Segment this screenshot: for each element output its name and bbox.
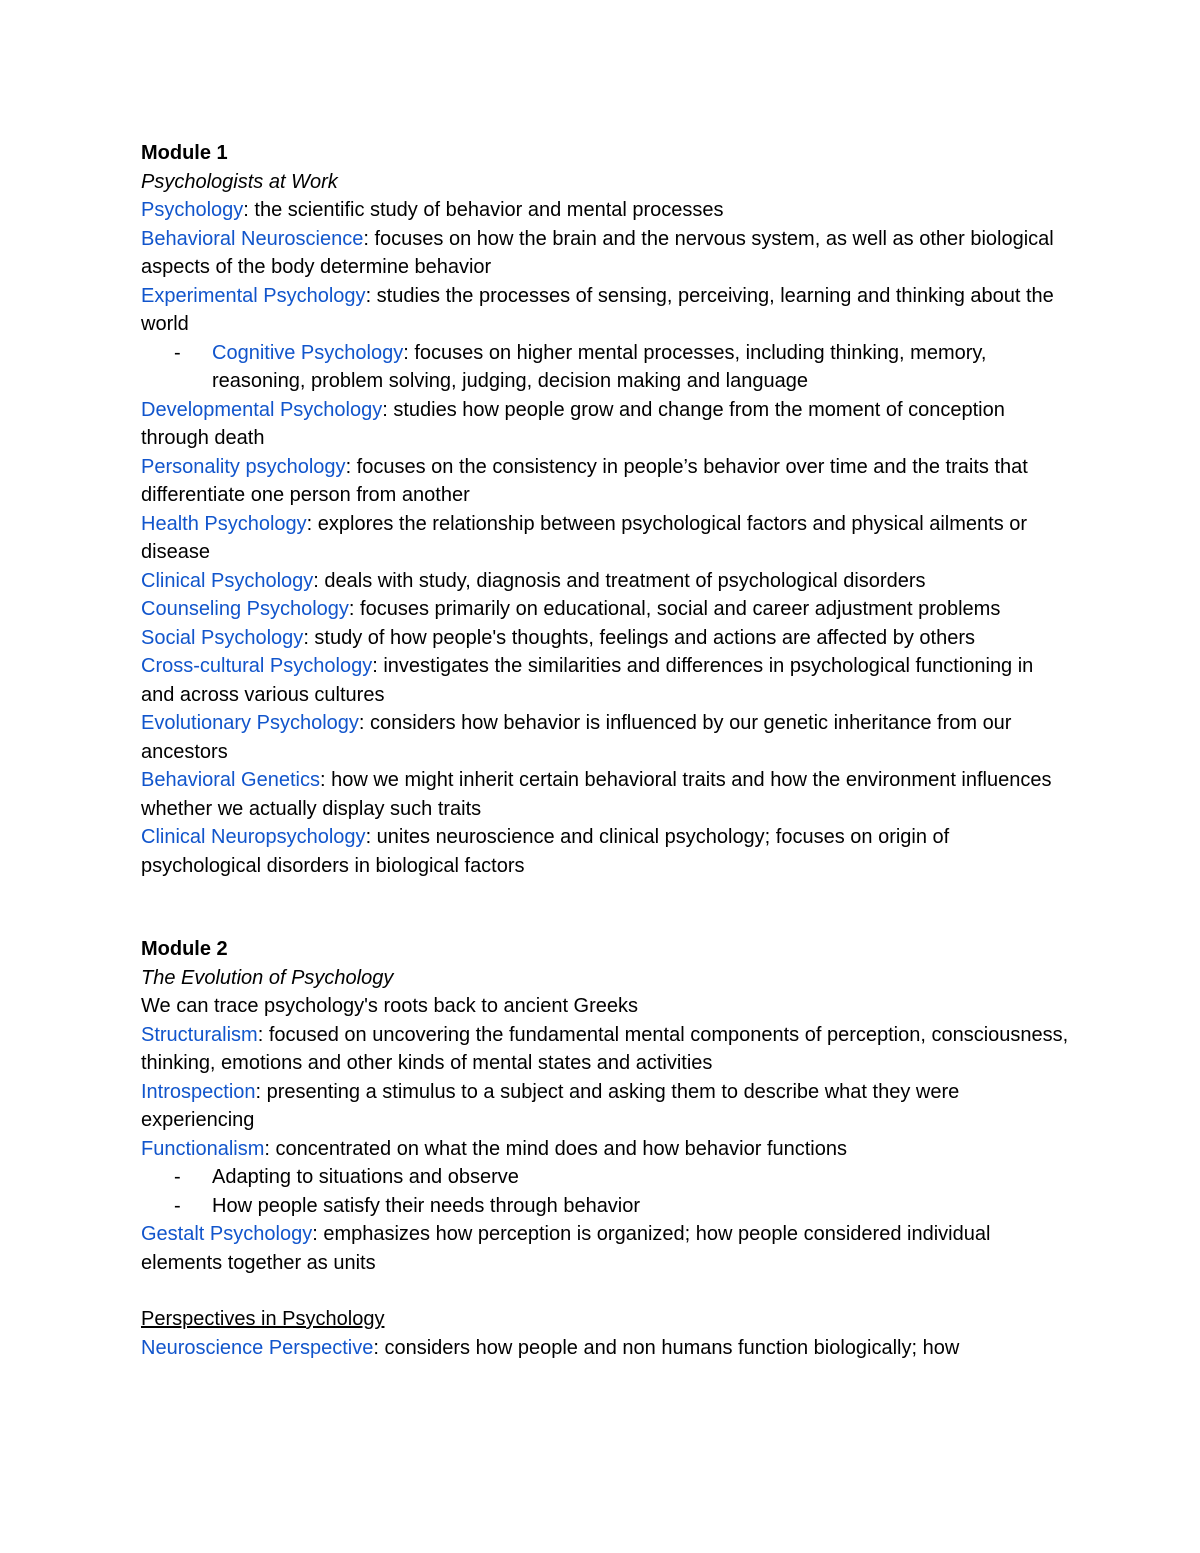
- definition-personality-psychology: [141, 453, 1071, 510]
- term: Cognitive Psychology: [212, 341, 404, 364]
- module-2-intro: We can trace psychology's roots back to ancient Greeks: [141, 995, 639, 1017]
- section-spacer: [141, 880, 1071, 935]
- definition-behavioral-genetics: [141, 766, 1071, 823]
- term: Counseling Psychology: [141, 598, 349, 620]
- definition-introspection: [141, 1078, 1071, 1135]
- definition-structuralism: [141, 1021, 1071, 1078]
- module-1-subtitle: Psychologists at Work: [141, 170, 338, 193]
- term: Psychology: [141, 199, 244, 221]
- term: Gestalt Psychology: [141, 1223, 313, 1245]
- bullet-dash: -: [174, 341, 181, 364]
- module-1-heading: Module 1: [141, 142, 228, 164]
- term: Behavioral Neuroscience: [141, 227, 364, 250]
- definition: : presenting a stimulus to a subject and asking them to describe what they were experiencing: [141, 1080, 960, 1131]
- bullet-text: Adapting to situations and observe: [212, 1166, 519, 1188]
- definition-clinical-psychology: [141, 567, 1071, 596]
- term: Introspection: [141, 1080, 256, 1103]
- definition-counseling-psychology: [141, 595, 1071, 624]
- perspectives-heading: Perspectives in Psychology: [141, 1308, 385, 1330]
- definition: : concentrated on what the mind does and how behavior functions: [264, 1137, 847, 1160]
- definition: : emphasizes how perception is organized; how people considered individual elements together as units: [141, 1223, 991, 1274]
- paragraph-spacer: [141, 1277, 1071, 1305]
- definition: : considers how people and non humans function biologically; how: [373, 1336, 960, 1359]
- document-page: [141, 139, 1071, 1362]
- definition-clinical-neuropsychology: [141, 823, 1071, 880]
- bullet-needs: [141, 1192, 1071, 1221]
- term: Evolutionary Psychology: [141, 712, 359, 734]
- term: Social Psychology: [141, 626, 304, 649]
- definition-cognitive-psychology: [141, 339, 1071, 396]
- term: Personality psychology: [141, 455, 346, 478]
- term: Behavioral Genetics: [141, 769, 320, 791]
- module-2-heading: Module 2: [141, 938, 228, 960]
- definition: : focused on uncovering the fundamental mental components of perception, consciousness, thinking, emotions and other kinds of mental states and activities: [141, 1023, 1069, 1074]
- term: Developmental Psychology: [141, 398, 383, 421]
- definition: : investigates the similarities and differences in psychological functioning in and across various cultures: [141, 655, 1034, 706]
- definition: : considers how behavior is influenced by our genetic inheritance from our ancestors: [141, 712, 1012, 763]
- definition-health-psychology: [141, 510, 1071, 567]
- term: Cross-cultural Psychology: [141, 655, 373, 677]
- term: Health Psychology: [141, 512, 307, 535]
- definition-evolutionary-psychology: [141, 709, 1071, 766]
- definition: : deals with study, diagnosis and treatment of psychological disorders: [313, 569, 926, 592]
- definition: : explores the relationship between psychological factors and physical ailments or disease: [141, 512, 1028, 563]
- term: Neuroscience Perspective: [141, 1336, 374, 1359]
- definition-developmental-psychology: [141, 396, 1071, 453]
- definition: : how we might inherit certain behavioral traits and how the environment influences whether we actually display such traits: [141, 769, 1052, 820]
- definition-functionalism: [141, 1135, 1071, 1164]
- bullet-dash: -: [174, 1194, 181, 1217]
- term: Clinical Psychology: [141, 569, 314, 592]
- definition: : focuses on how the brain and the nervous system, as well as other biological aspects of the body determine behavior: [141, 227, 1054, 278]
- definition: : focuses on higher mental processes, including thinking, memory, reasoning, problem solving, judging, decision making and language: [212, 341, 987, 392]
- definition-experimental-psychology: [141, 282, 1071, 339]
- module-2-subtitle: The Evolution of Psychology: [141, 966, 394, 989]
- term: Experimental Psychology: [141, 284, 366, 307]
- definition-gestalt-psychology: [141, 1220, 1071, 1277]
- bullet-text: How people satisfy their needs through behavior: [212, 1194, 641, 1217]
- definition: : the scientific study of behavior and mental processes: [243, 199, 724, 221]
- definition-psychology: [141, 196, 1071, 225]
- definition: : focuses primarily on educational, social and career adjustment problems: [348, 598, 1001, 620]
- bullet-adapting: [141, 1163, 1071, 1192]
- definition: : studies how people grow and change from the moment of conception through death: [141, 398, 1005, 449]
- term: Structuralism: [141, 1023, 258, 1046]
- term: Clinical Neuropsychology: [141, 826, 366, 848]
- definition-neuroscience-perspective: [141, 1334, 1071, 1363]
- definition: : focuses on the consistency in people’s behavior over time and the traits that differentiate one person from another: [141, 455, 1028, 506]
- term: Functionalism: [141, 1137, 265, 1160]
- definition-behavioral-neuroscience: [141, 225, 1071, 282]
- definition: : study of how people's thoughts, feelings and actions are affected by others: [303, 626, 975, 649]
- definition: : studies the processes of sensing, perceiving, learning and thinking about the world: [141, 284, 1054, 335]
- definition: : unites neuroscience and clinical psychology; focuses on origin of psychological disorders in biological factors: [141, 826, 950, 877]
- definition-cross-cultural-psychology: [141, 652, 1071, 709]
- definition-social-psychology: [141, 624, 1071, 653]
- bullet-dash: -: [174, 1166, 181, 1188]
